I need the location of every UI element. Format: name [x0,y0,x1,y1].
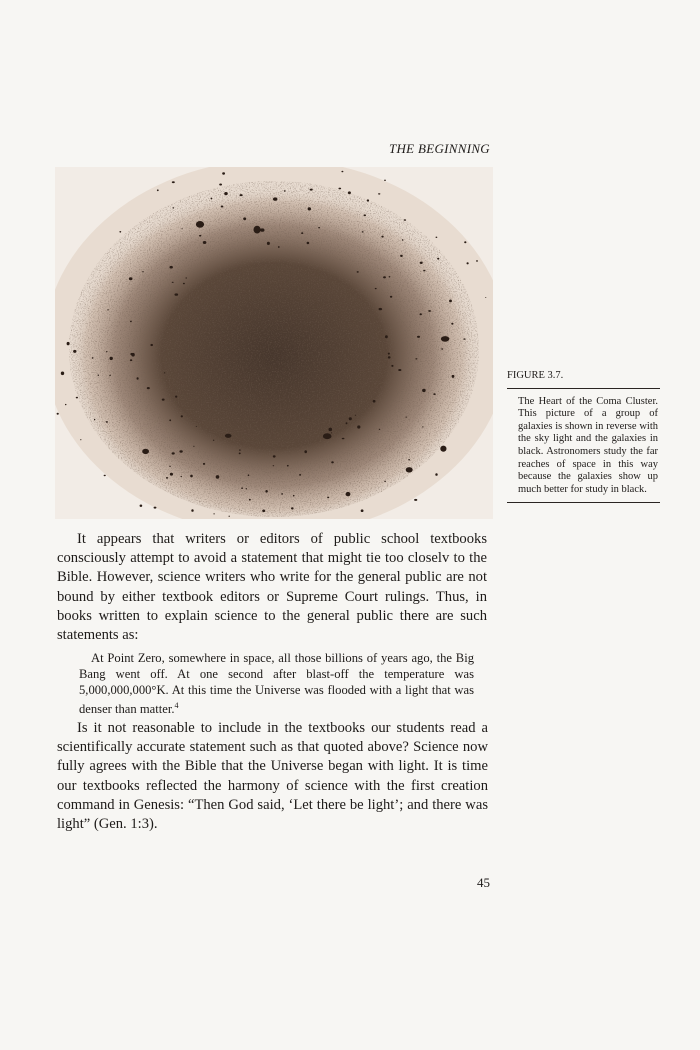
galaxy-speck [357,271,359,273]
galaxy-speck [181,476,182,477]
galaxy-speck [357,425,360,428]
galaxy-speck [420,313,422,315]
galaxy-speck [240,194,243,196]
galaxy-speck [291,507,294,509]
galaxy-speck [398,369,401,371]
galaxy-speck [485,297,486,298]
galaxy-speck [405,417,407,418]
galaxy-speck [222,172,225,174]
galaxy-speck [307,242,310,244]
galaxy-speck [331,432,332,433]
galaxy-speck [265,490,267,493]
galaxy-speck [379,308,383,310]
galaxy-speck [373,400,376,403]
galaxy-speck [348,191,351,194]
body-paragraph-1: It appears that writers or editors of public school textbooks consciously attempt to avoid a statement that might tie too closelv to the Bible. However, science writers who write for the general public are not bound by either textbook editors or Supreme Court rulings. Thus, in books written to explain science to the general public there are such statements as: [57,531,487,644]
galaxy-speck [203,241,207,244]
galaxy-speck [219,184,222,186]
block-quote-text: At Point Zero, somewhere in space, all those billions of years ago, the Big Bang went off. At one second after blast-off the temperature was 5,000,000,000°K. At this time the Universe was flooded with a light that was denser than matter. [79,651,474,717]
galaxy-speck [451,323,453,325]
galaxy-speck [186,277,187,278]
galaxy-speck [406,467,413,472]
galaxy-speck [318,227,320,228]
galaxy-speck [239,449,241,450]
galaxy-speck [154,507,157,509]
galaxy-speck [287,465,289,467]
galaxy-speck [142,271,144,272]
galaxy-speck [423,270,425,271]
galaxy-speck [329,428,333,432]
galaxy-speck [327,438,328,439]
galaxy-speck [169,419,171,421]
galaxy-speck [361,509,364,512]
galaxy-speck [428,310,431,312]
galaxy-speck [388,356,391,358]
galaxy-speck [106,351,107,352]
galaxy-speck [260,228,264,231]
galaxy-speck [170,266,173,269]
galaxy-speck [349,417,352,420]
galaxy-speck [119,231,121,233]
galaxy-speck [262,510,265,513]
galaxy-speck [364,214,367,216]
galaxy-speck [106,421,108,423]
galaxy-speck [169,466,170,467]
figure-label: FIGURE 3.7. [507,370,660,389]
galaxy-speck [384,481,386,482]
galaxy-speck [331,461,334,463]
galaxy-speck [273,455,276,457]
galaxy-speck [76,397,78,399]
galaxy-speck [463,338,465,339]
body-paragraph-2: Is it not reasonable to include in the textbooks our students read a scientifically accurate statement such as that quoted above? Science now fully agrees with the Bible that the Universe began with light. It is time our textbooks reflected the harmony of science with the first creation command in Genesis: “Then God said, ‘Let there be light’; and there was light” (Gen. 1:3). [57,720,488,833]
galaxy-speck [150,344,153,346]
galaxy-speck [211,198,213,200]
galaxy-speck [147,387,150,389]
galaxy-speck [130,353,133,355]
galaxy-speck [440,446,446,452]
galaxy-speck [267,242,270,245]
galaxy-speck [389,276,391,277]
galaxy-speck [327,497,329,499]
galaxy-speck [130,359,132,361]
galaxy-speck [304,450,307,453]
galaxy-speck [323,433,332,439]
galaxy-speck [140,505,143,507]
galaxy-speck [414,499,417,501]
galaxy-speck [404,219,407,221]
figure-caption-text: The Heart of the Coma Cluster. This picture of a group of galaxies is shown in reverse with the sky light and the galaxies in black. Astronomers study the far reaches of space in this way because the galaxies show up much better for study in black. [507,389,660,504]
galaxy-speck [301,232,303,234]
galaxy-speck [183,283,185,285]
galaxy-speck [213,440,214,441]
galaxy-speck [415,358,417,359]
coma-cluster-figure [55,167,493,519]
galaxy-speck [216,475,220,479]
galaxy-speck [229,516,230,517]
galaxy-speck [98,375,99,376]
galaxy-speck [57,413,59,415]
galaxy-speck [467,262,469,264]
galaxy-speck [422,426,423,427]
galaxy-speck [142,449,149,454]
galaxy-speck [80,439,81,440]
galaxy-speck [73,350,76,353]
galaxy-speck [338,188,341,190]
galaxy-speck [452,375,455,378]
galaxy-speck [179,450,182,452]
galaxy-speck [173,207,175,208]
galaxy-speck [341,171,343,173]
galaxy-speck [94,419,95,421]
galaxy-speck [157,189,159,191]
galaxy-speck [175,396,177,398]
galaxy-speck [170,473,173,476]
galaxy-speck [191,509,193,512]
galaxy-speck [109,375,111,376]
galaxy-speck [110,357,113,360]
galaxy-speck [249,499,251,501]
galaxy-speck [241,488,243,489]
galaxy-speck [278,246,280,248]
galaxy-speck [435,473,437,476]
galaxy-speck [224,192,227,195]
galaxy-speck [164,372,165,373]
galaxy-speck [436,237,438,238]
galaxy-speck [379,429,380,430]
galaxy-speck [378,193,380,194]
galaxy-speck [199,235,201,237]
running-head: THE BEGINNING [388,141,490,156]
coma-cluster-image [55,167,493,519]
galaxy-speck [402,239,404,240]
galaxy-speck [129,277,133,280]
figure-caption [507,370,660,503]
galaxy-speck [384,180,386,181]
galaxy-speck [367,199,369,201]
galaxy-speck [239,453,241,455]
galaxy-speck [130,321,132,323]
galaxy-speck [400,255,403,257]
galaxy-speck [190,475,193,478]
galaxy-speck [175,293,179,295]
galaxy-speck [273,465,275,466]
galaxy-speck [281,493,283,495]
galaxy-speck [422,389,426,392]
galaxy-speck [65,404,66,405]
galaxy-speck [464,241,466,243]
galaxy-speck [441,336,449,342]
galaxy-speck [308,207,311,210]
galaxy-speck [92,357,94,358]
galaxy-speck [388,353,390,355]
galaxy-speck [408,459,410,461]
galaxy-speck [137,377,139,379]
galaxy-speck [181,415,183,417]
galaxy-speck [254,226,261,234]
galaxy-speck [225,434,232,438]
galaxy-speck [203,463,205,465]
galaxy-speck [433,393,435,395]
galaxy-speck [310,189,313,191]
galaxy-speck [437,258,439,260]
galaxy-speck [449,300,452,303]
galaxy-speck [166,477,168,479]
galaxy-speck [182,228,183,229]
galaxy-speck [221,206,224,208]
galaxy-speck [381,236,383,238]
galaxy-speck [391,365,393,367]
galaxy-speck [299,474,301,476]
galaxy-speck [172,181,175,183]
galaxy-speck [293,495,295,497]
galaxy-speck [196,221,204,228]
galaxy-speck [346,422,348,424]
footnote-marker: 4 [174,701,179,710]
galaxy-speck [248,474,250,476]
galaxy-speck [383,276,386,278]
galaxy-speck [213,513,215,514]
galaxy-speck [67,342,70,345]
galaxy-speck [362,231,364,232]
galaxy-speck [385,335,388,338]
galaxy-speck [390,296,392,298]
galaxy-speck [172,282,174,283]
galaxy-speck [342,438,345,440]
galaxy-speck [476,260,478,261]
galaxy-speck [375,288,377,289]
galaxy-speck [196,426,197,427]
galaxy-speck [243,217,246,220]
galaxy-speck [284,190,286,191]
galaxy-speck [172,452,175,454]
galaxy-speck [355,415,356,416]
galaxy-speck [273,197,277,200]
galaxy-speck [246,488,247,489]
galaxy-speck [104,475,106,476]
galaxy-speck [346,492,351,496]
galaxy-speck [193,446,194,447]
block-quote [79,650,474,717]
galaxy-speck [417,336,420,338]
galaxy-speck [162,399,165,401]
galaxy-speck [61,372,64,376]
galaxy-speck [420,262,423,264]
galaxy-speck [441,348,443,349]
galaxy-speck [107,309,108,310]
page-number: 45 [477,875,490,890]
